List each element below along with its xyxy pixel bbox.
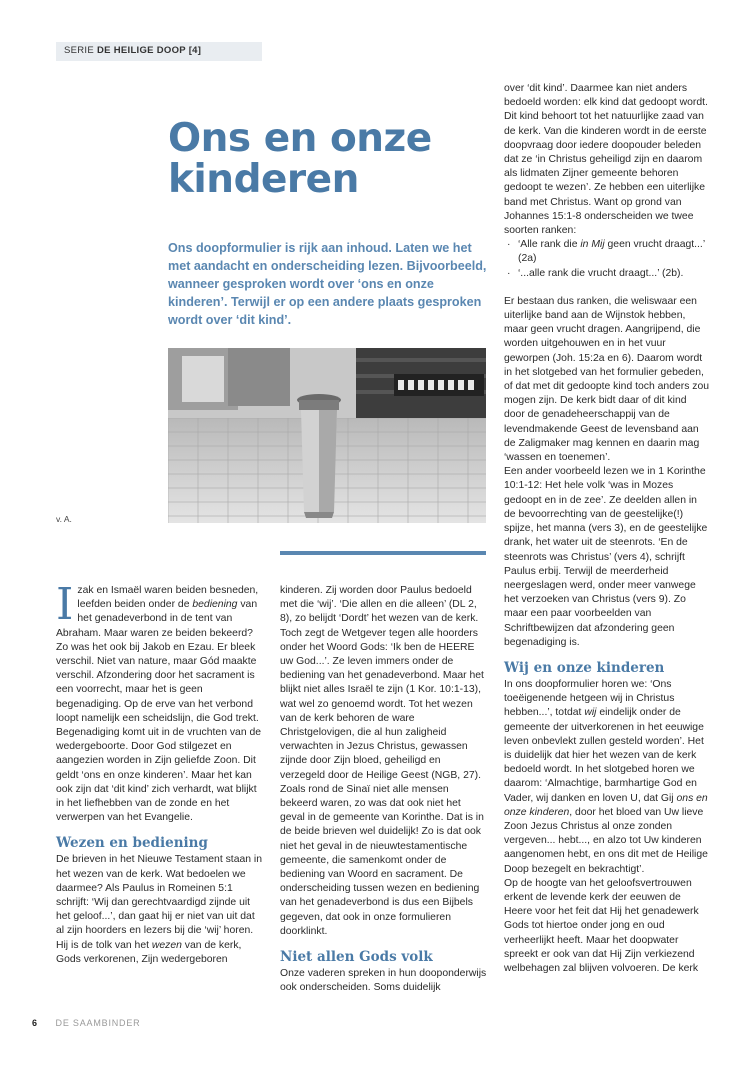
subheading-wezen-en-bediening: Wezen en bediening [56,835,208,852]
article-title: Ons en onze kinderen [168,116,432,202]
section-divider [280,551,486,555]
column-2 [280,584,488,995]
church-interior-illustration [168,348,486,523]
column-3 [504,82,710,976]
magazine-name: DE SAAMBINDER [55,1018,141,1028]
page-number: 6 [32,1018,38,1028]
bullet-item: · ‘...alle rank die vrucht draagt...’ (2b). [504,267,710,281]
paragraph: over ‘dit kind’. Daarmee kan niet anders bedoeld worden: elk kind dat gedoopt wordt. Dit kind behoort tot het natuurlijke zaad van de kerk. Van die kinderen wordt in de eerste doopvraag door iedere doopouder beleden dat ze ‘in Christus geheiligd zijn en daarom als lidmaten Zijner gemeente behoren gedoopt te wezen’. Ze hebben een uiterlijke band met Christus. Want op grond van Johannes 15:1-8 onderscheiden we twee soorten ranken: [504,83,708,237]
drop-cap: I [56,579,74,630]
paragraph: kinderen. Zij worden door Paulus bedoeld met die ‘wij’. ‘Die allen en die alleen’ (DL 2, 8), zo belijdt ‘Dordt’ het wezen van de kerk. Toch zegt de Wetgever tegen alle hoorders onder het Woord Gods: ‘Ik ben de HEERE uw God...’. Ze leven immers onder de bediening van het genadeverbond. Maar het blijkt niet alles Israël te zijn (1 Kor. 10:1-13), wat wel zo genoemd wordt. Tot het wezen van de kerk behoren de ware Christgelovigen, die al hun zaligheid verwachten in Jezus Christus, gewassen zijnde door Zijn bloed, geheiligd en verzegeld door de Heilige Geest (NGB, 27). Zoals rond de Sinaï niet alle mensen bekeerd waren, zo was dat ook niet het geval in de gemeente van Korinthe. Dat is in de beide brieven wel duidelijk! Zo is dat ook niet het geval in de nieuwtestamentische gemeente, die samenkomt onder de bediening van Woord en sacrament. De onderscheiding tussen wezen en bediening van het genadeverbond is dus een Bijbels gegeven, dat ook in onze formulieren doorklinkt. [280,585,484,937]
paragraph: Op de hoogte van het geloofsvertrouwen erkent de levende kerk der eeuwen de Heere voor het feit dat Hij het genadewerk Gods tot hiertoe onder jong en oud verheerlijkt heeft. Maar het doopwater spreekt er ook van dat Hij Zijn verkiezend welbehagen zal blijven volvoeren. De kerk [504,877,699,974]
paragraph: Een ander voorbeeld lezen we in 1 Korinthe 10:1-12: Het hele volk ‘was in Mozes gedoopt en in de zee’. Ze deelden allen in de bevoorrechting van de geestelijke(!) spijze, het manna (vers 3), en de geestelijke drank, het water uit de steenrots. ‘En de steenrots was Christus’ (vers 4), schrijft Paulus erbij. Terwijl de meerderheid neergeslagen werd, onder meer vanwege het verzoeken van Christus (vers 9). Zo maar een paar voorbeelden van Schriftbewijzen dat afzondering geen begenadiging is. [504,466,708,648]
bullet-item: · ‘Alle rank die in Mij geen vrucht draagt...’ (2a) [504,238,710,266]
page-footer [32,1018,140,1028]
baptismal-font-photo [168,348,486,523]
series-banner [56,42,262,61]
series-prefix: SERIE [64,45,95,56]
series-label [64,45,201,56]
subheading-niet-allen-gods-volk: Niet allen Gods volk [280,949,433,966]
paragraph: Er bestaan dus ranken, die weliswaar een uiterlijke band aan de Wijnstok hebben, maar geen vrucht dragen. Aangrijpend, die worden uitgehouwen en in het vuur geworpen (Joh. 15:2a en 6). Daarom wordt in het slotgebed van het formulier gebeden, of dat met dit gedoopte kind toch anders zou mogen zijn. De kerk bidt daar of dit kind door de genadeheerschappij van de levendmakende Geest de levensband aan de Zaligmaker mag kennen en daarin mag ‘wassen en toenemen’. [504,295,710,464]
series-name: DE HEILIGE DOOP [4] [96,45,202,56]
spacer [504,281,710,295]
photo-caption: v. A. [56,514,72,524]
article-intro: Ons doopformulier is rijk aan inhoud. Laten we het met aandacht en onderscheiding lezen. Bijvoorbeeld, wanneer gesproken wordt over ‘ons en onze kinderen’. Terwijl er op een andere plaats gesproken wordt over ‘dit kind’. [168,241,487,327]
paragraph: Onze vaderen spreken in hun dooponderwijs ook onderscheiden. Soms duidelijk [280,968,487,994]
paragraph: De brieven in het Nieuwe Testament staan in het wezen van de kerk. Wat bedoelen we daarmee? Als Paulus in Romeinen 5:1 schrijft: ‘Wij dan gerechtvaardigd zijnde uit het geloof...’, dan gaat hij er niet van uit dat al zijn hoorders en lezers bij die ‘wij’ horen. Hij is de tolk van het wezen van de kerk, Gods verkorenen, Zijn wedergeboren [56,854,263,965]
subheading-wij-en-onze-kinderen: Wij en onze kinderen [504,659,665,676]
paragraph: Izak en Ismaël waren beiden besneden, leefden beiden onder de bediening van het genadeverbond in de tent van Abraham. Maar waren ze beiden bekeerd? Zo was het ook bij Jakob en Ezau. Er bleek verschil. Niet van nature, maar Gód maakte verschil. Afzondering door het sacrament is een voorrecht, maar het is geen begenadiging. Op de erve van het verbond loopt namelijk een scheidslijn, die God trekt. Begenadiging komt uit in de vruchten van de wedergeboorte. Door God stilgezet en aangezien worden in Zijn geliefde Zoon. Dit geldt ‘ons en onze kinderen’. Maar het kan ook zijn dat ‘dit kind’ zich verhardt, wat blijkt in het liefhebben van de zonde en het verwerpen van het Evangelie. [56,579,262,824]
paragraph: In ons doopformulier horen we: ‘Ons toeëigenende hetgeen wij in Christus hebben...’, totdat wij eindelijk onder de gemeente der uitverkorenen in het eeuwige leven onbevlekt zullen gesteld worden’. Het is duidelijk dat hier het wezen van de kerk bedoeld wordt. In het slotgebed horen we daarom: ‘Almachtige, barmhartige God en Vader, wij danken en loven U, dat Gij ons en onze kinderen, door het bloed van Uw lieve Zoon Jezus Christus al onze zonden vergeven... hebt..., en alzo tot Uw kinderen aangenomen hebt, en ons dit met de Heilige Doop bezegelt en bekrachtigt’. [504,678,708,875]
column-1 [56,579,264,967]
